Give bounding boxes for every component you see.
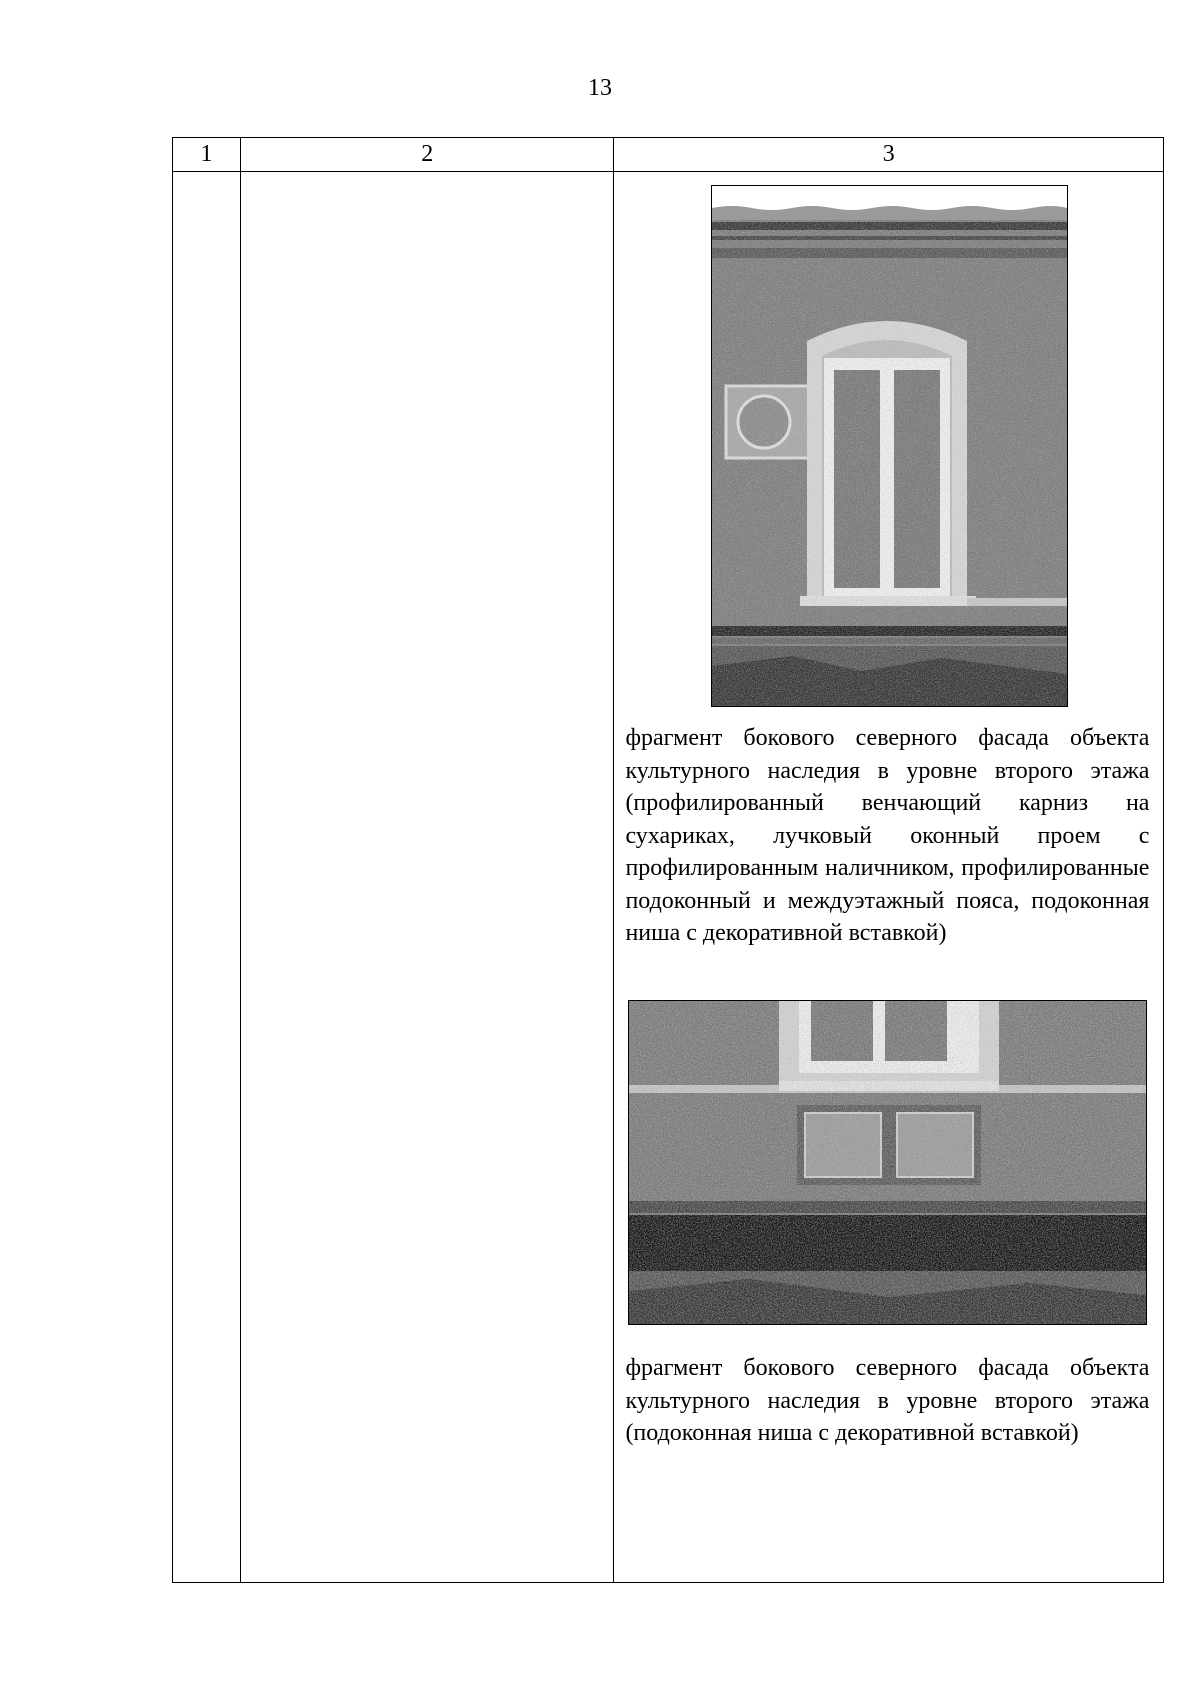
column-header-1: 1 bbox=[173, 138, 241, 172]
cell-col3 bbox=[614, 172, 1164, 1583]
caption-2: фрагмент бокового северного фасада объекта культурного наследия в уровне второго этажа (подоконная ниша с декоративной вставкой) bbox=[625, 1355, 1150, 1446]
caption-1: фрагмент бокового северного фасада объекта культурного наследия в уровне второго этажа (профилированный венчающий карниз на сухариках, лучковый оконный проем с профилированным наличником, профилированные подоконный и междуэтажный пояса, подоконная ниша с декоративной вставкой) bbox=[625, 725, 1150, 946]
table-header-row bbox=[173, 138, 1164, 172]
page-number: 13 bbox=[588, 75, 612, 101]
facade-photo-window bbox=[711, 185, 1068, 707]
column-header-2: 2 bbox=[241, 138, 614, 172]
facade-photo-niche bbox=[628, 1000, 1147, 1325]
table-row bbox=[173, 172, 1164, 1583]
cell-col2 bbox=[241, 172, 614, 1583]
column-header-3: 3 bbox=[614, 138, 1164, 172]
cell-col1 bbox=[173, 172, 241, 1583]
document-table bbox=[172, 137, 1164, 1583]
